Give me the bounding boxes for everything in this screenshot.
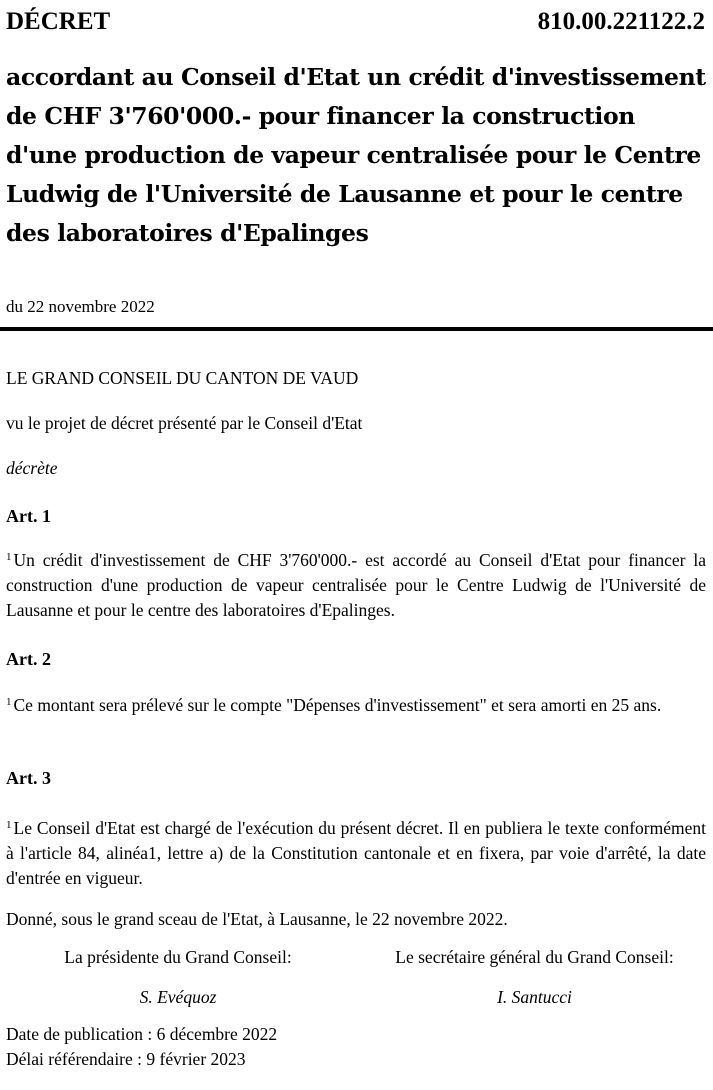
decree-title: accordant au Conseil d'Etat un crédit d'investissement de CHF 3'760'000.- pour financer la construction d'une production de vapeur centralisée pour le Centre Ludwig de l'Université de Lausanne et pour le centre des laboratoires d'Epalinges [6,63,706,247]
article-3-paragraph [6,813,706,891]
enacting-clause: décrète [6,458,58,478]
signature-left-role: La présidente du Grand Conseil: [64,947,292,967]
article-1-text: Un crédit d'investissement de CHF 3'760'000.- est accordé au Conseil d'Etat pour financer la construction d'une production de vapeur centralisée pour le Centre Ludwig de l'Université de Lausanne et pour le centre des laboratoires d'Epalinges. [6,550,706,620]
authority: LE GRAND CONSEIL DU CANTON DE VAUD [6,368,359,388]
signature-right-role: Le secrétaire général du Grand Conseil: [395,947,674,967]
article-2-para-number: 1 [6,696,12,708]
article-3-heading: Art. 3 [6,768,51,788]
document-type: DÉCRET [6,8,111,35]
article-3-text: Le Conseil d'Etat est chargé de l'exécution du présent décret. Il en publiera le texte conformément à l'article 84, alinéa1, lettre a) de la Constitution cantonale et en fixera, par voie d'arrêté, la date d'entrée en vigueur. [6,818,706,888]
signature-right-name: I. Santucci [497,987,572,1007]
preamble: vu le projet de décret présenté par le Conseil d'Etat [6,413,363,433]
header-divider [0,327,713,331]
signature-left-name: S. Evéquoz [139,987,217,1007]
decree-date: du 22 novembre 2022 [6,297,155,316]
article-1-paragraph [6,545,706,623]
article-1-heading: Art. 1 [6,506,51,526]
closing-formula: Donné, sous le grand sceau de l'Etat, à Lausanne, le 22 novembre 2022. [6,909,508,929]
article-3-para-number: 1 [6,819,12,831]
article-2-heading: Art. 2 [6,649,51,669]
document-reference: 810.00.221122.2 [537,8,705,35]
publication-date: Date de publication : 6 décembre 2022 [6,1024,278,1044]
article-2-text: Ce montant sera prélevé sur le compte "Dépenses d'investissement" et sera amorti en 25 ans. [13,695,662,715]
article-2-paragraph [6,690,706,718]
article-1-para-number: 1 [6,551,12,563]
referendum-deadline: Délai référendaire : 9 février 2023 [6,1049,246,1069]
